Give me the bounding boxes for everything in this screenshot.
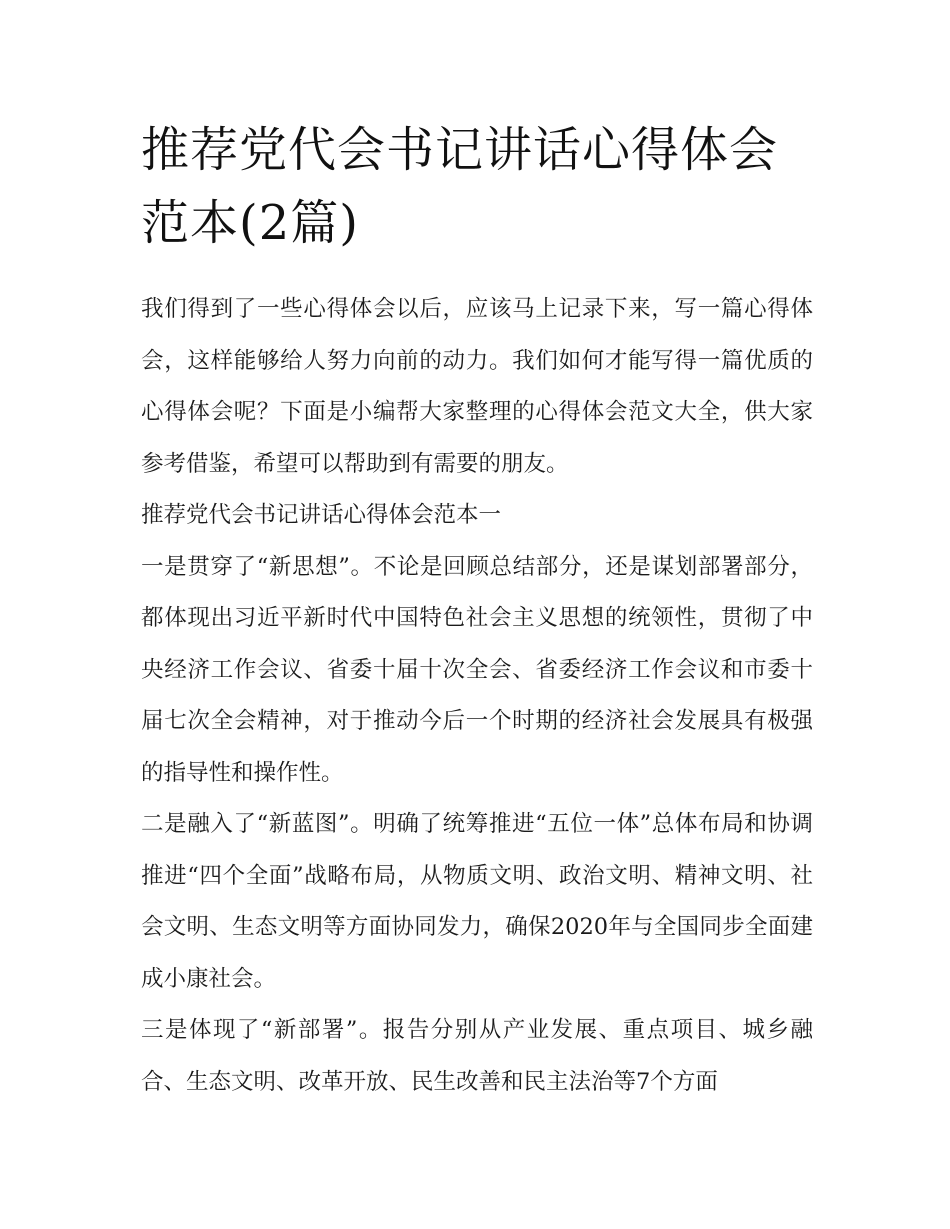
paragraph-point-three: 三是体现了“新部署”。报告分别从产业发展、重点项目、城乡融合、生态文明、改革开放、民生改善和民主法治等7个方面: [141, 1017, 813, 1095]
document-content: [141, 114, 813, 1108]
section-heading: 推荐党代会书记讲话心得体会范本一: [141, 502, 502, 528]
document-body: [141, 284, 813, 1108]
paragraph-point-two: 二是融入了“新蓝图”。明确了统筹推进“五位一体”总体布局和协调推进“四个全面”战略布局，从物质文明、政治文明、精神文明、社会文明、生态文明等方面协同发力，确保2020年与全国同步全面建成小康社会。: [141, 811, 813, 992]
paragraph-point-one: 一是贯穿了“新思想”。不论是回顾总结部分，还是谋划部署部分，都体现出习近平新时代中国特色社会主义思想的统领性，贯彻了中央经济工作会议、省委十届十次全会、省委经济工作会议和市委十届七次全会精神，对于推动今后一个时期的经济社会发展具有极强的指导性和操作性。: [141, 553, 813, 786]
intro-paragraph: 我们得到了一些心得体会以后，应该马上记录下来，写一篇心得体会，这样能够给人努力向前的动力。我们如何才能写得一篇优质的心得体会呢？下面是小编帮大家整理的心得体会范文大全，供大家参考借鉴，希望可以帮助到有需要的朋友。: [141, 296, 813, 477]
document-title: 推荐党代会书记讲话心得体会范本(2篇): [141, 122, 779, 251]
